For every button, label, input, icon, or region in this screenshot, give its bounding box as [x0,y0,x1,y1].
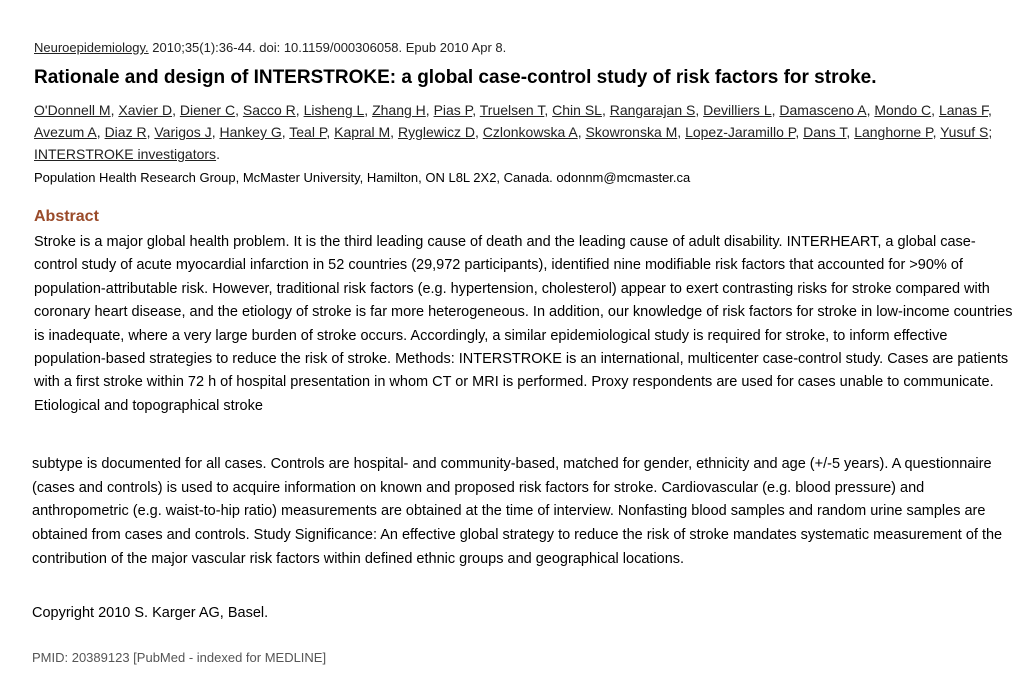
author-link[interactable]: Diaz R [104,124,147,140]
pmid-line: PMID: 20389123 [PubMed - indexed for MEDLINE] [32,650,327,665]
author-link[interactable]: Rangarajan S [609,102,696,118]
abstract-text-part1: Stroke is a major global health problem. It is the third leading cause of death and the leading cause of adult disability. INTERHEART, a global case-control study of acute myocardial infarction in 52 countries (29,972 participants), identified nine modifiable risk factors that accounted for >90% of population-attributable risk. However, traditional risk factors (e.g. hypertension, cholesterol) appear to exert contrasting risks for stroke compared with coronary heart disease, and the etiology of stroke is far more heterogeneous. In addition, our knowledge of risk factors for stroke in low-income countries is inadequate, where a very large burden of stroke occurs. Accordingly, a similar epidemiological study is required for stroke, to inform effective population-based strategies to reduce the risk of stroke. Methods: INTERSTROKE is an international, multicenter case-control study. Cases are patients with a first stroke within 72 h of hospital presentation in whom CT or MRI is performed. Proxy respondents are used for cases unable to communicate. Etiological and topographical stroke [34,234,1013,414]
abstract-heading: Abstract [34,208,99,225]
author-link[interactable]: Chin SL [552,102,602,118]
author-list: O'Donnell M, Xavier D, Diener C, Sacco R, Lisheng L, Zhang H, Pias P, Truelsen T, Chin SL, Rangarajan S, Devilliers L, Damasceno A, Mondo C, Lanas F, Avezum A, Diaz R, Varigos J, Hankey G, Teal P, Kapral M, Ryglewicz D, Czlonkowska A, Skowronska M, Lopez-Jaramillo P, Dans T, Langhorne P, Yusuf S; INTERSTROKE investigators. [34,102,993,162]
author-link[interactable]: Skowronska M [585,124,678,140]
journal-link[interactable]: Neuroepidemiology. [34,40,149,55]
author-link[interactable]: Damasceno A [779,102,867,118]
abstract-text-part2: subtype is documented for all cases. Controls are hospital- and community-based, matched for gender, ethnicity and age (+/-5 years). A questionnaire (cases and controls) is used to acquire information on known and proposed risk factors for stroke. Cardiovascular (e.g. blood pressure) and anthropometric (e.g. waist-to-hip ratio) measurements are obtained at the time of interview. Nonfasting blood samples and random urine samples are obtained from cases and controls. Study Significance: An effective global strategy to reduce the risk of stroke mandates systematic measurement of the contribution of the major vascular risk factors within defined ethnic groups and geographical locations. [32,456,1003,567]
author-link[interactable]: Lanas F [938,102,988,118]
author-link[interactable]: Lisheng L [303,102,365,118]
author-link[interactable]: Zhang H [372,102,426,118]
author-link[interactable]: Lopez-Jaramillo P [685,124,796,140]
author-link[interactable]: Pias P [433,102,473,118]
author-link[interactable]: Hankey G [219,124,282,140]
author-link[interactable]: Diener C [179,102,236,118]
author-link[interactable]: Truelsen T [479,102,545,118]
group-author-link[interactable]: INTERSTROKE investigators [34,146,217,162]
author-link[interactable]: Yusuf S [940,124,989,140]
author-link[interactable]: Varigos J [154,124,212,140]
author-link[interactable]: Kapral M [334,124,391,140]
affiliation: Population Health Research Group, McMaster University, Hamilton, ON L8L 2X2, Canada. odonnm@mcmaster.ca [34,170,691,185]
author-link[interactable]: Teal P [289,124,327,140]
author-link[interactable]: Xavier D [118,102,173,118]
author-link[interactable]: O'Donnell M [34,102,111,118]
author-link[interactable]: Avezum A [34,124,97,140]
author-link[interactable]: Czlonkowska A [482,124,578,140]
author-link[interactable]: Ryglewicz D [397,124,475,140]
article-title: Rationale and design of INTERSTROKE: a global case-control study of risk factors for stroke. [34,67,877,88]
author-link[interactable]: Dans T [803,124,847,140]
citation-line [34,40,506,55]
author-link[interactable]: Devilliers L [703,102,772,118]
copyright-notice: Copyright 2010 S. Karger AG, Basel. [32,605,269,621]
author-link[interactable]: Sacco R [242,102,296,118]
author-link[interactable]: Mondo C [874,102,932,118]
citation-details: 2010;35(1):36-44. doi: 10.1159/000306058. Epub 2010 Apr 8. [148,40,507,55]
author-link[interactable]: Langhorne P [854,124,933,140]
